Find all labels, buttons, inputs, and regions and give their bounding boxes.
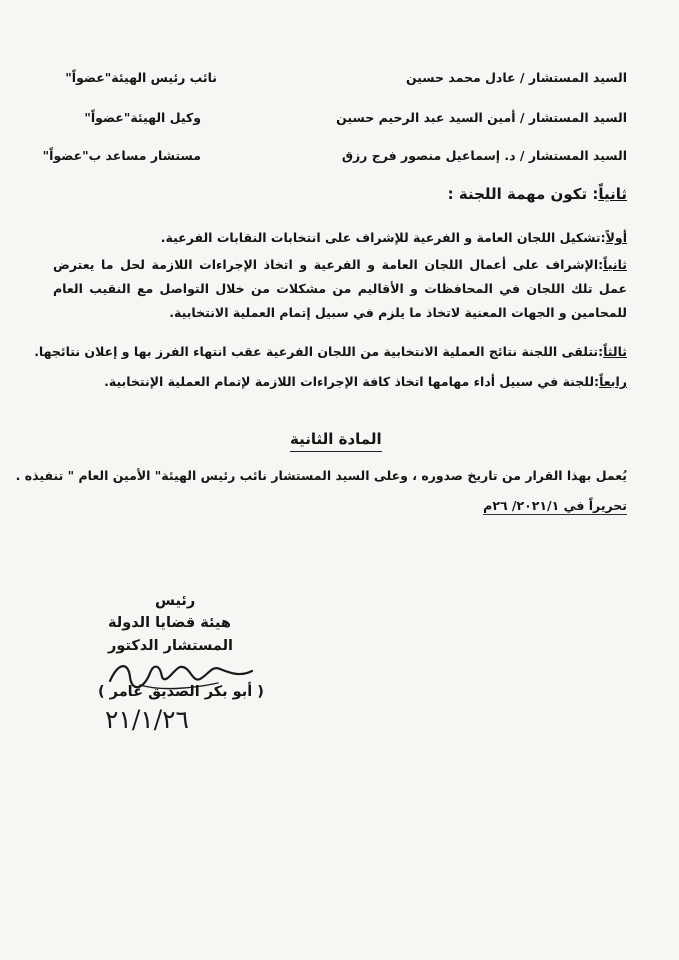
task-text-1: :تشكيل اللجان العامة و الفرعية للإشراف على انتخابات النقابات الفرعية. xyxy=(160,230,606,245)
task-label-2: ثانياً xyxy=(603,257,627,272)
member-name-2: السيد المستشار / أمين السيد عبد الرحيم حسين xyxy=(336,110,627,125)
task-item-2 xyxy=(53,253,627,325)
signature-title: رئيس xyxy=(155,593,196,609)
signature-org: هيئة قضايا الدولة xyxy=(108,615,231,631)
task-text-2: :الإشراف على أعمال اللجان العامة و الفرعية و اتخاذ الإجراءات اللازمة لحل ما يعترض عمل تلك اللجان في المحافظات و الأقاليم من مشكلات من خلال التواصل مع النقيب العام للمحامين و الجهات المعنية لاتخاذ ما يلزم في سبيل إتمام العملية الانتخابية. xyxy=(53,257,627,320)
task-text-4: :للجنة في سبيل أداء مهامها اتخاذ كافة الإجراءات اللازمة لإتمام العملية الإنتخابية. xyxy=(104,374,600,389)
task-item-1 xyxy=(161,226,627,250)
article-two-text: يُعمل بهذا القرار من تاريخ صدوره ، وعلى السيد المستشار نائب رئيس الهيئة" الأمين العام " تنفيذه . xyxy=(15,468,627,483)
task-item-3 xyxy=(34,340,627,364)
handwritten-date: ٢١/١/٢٦ xyxy=(105,705,189,734)
member-name-1: السيد المستشار / عادل محمد حسين xyxy=(405,70,627,85)
task-text-3: :تتلقى اللجنة نتائج العملية الانتخابية من اللجان الفرعية عقب انتهاء الفرز بها و إعلان نتائجها. xyxy=(34,344,604,359)
task-label-3: ثالثاً xyxy=(603,344,627,359)
member-role-2: وكيل الهيئة"عضواً" xyxy=(84,110,201,125)
issue-date: تحريراً في ٢٠٢١/١/ ٢٦م xyxy=(483,498,627,513)
member-name-3: السيد المستشار / د. إسماعيل منصور فرج رزق xyxy=(341,148,627,163)
member-role-3: مستشار مساعد ب"عضواً" xyxy=(42,148,201,163)
member-role-1: نائب رئيس الهيئة"عضواً" xyxy=(65,70,217,85)
section-two-label: ثانياً xyxy=(598,185,627,203)
section-two-heading xyxy=(448,185,627,203)
article-two-title: المادة الثانية xyxy=(290,430,382,452)
section-two-text: : تكون مهمة اللجنة : xyxy=(447,185,599,203)
task-label-4: رابعاً xyxy=(599,374,627,389)
task-label-1: أولاً xyxy=(605,230,627,245)
signature-rank: المستشار الدكتور xyxy=(108,638,233,654)
signatory-name: ( أبو بكر الصديق عامر ) xyxy=(98,684,264,700)
task-item-4 xyxy=(104,370,627,394)
